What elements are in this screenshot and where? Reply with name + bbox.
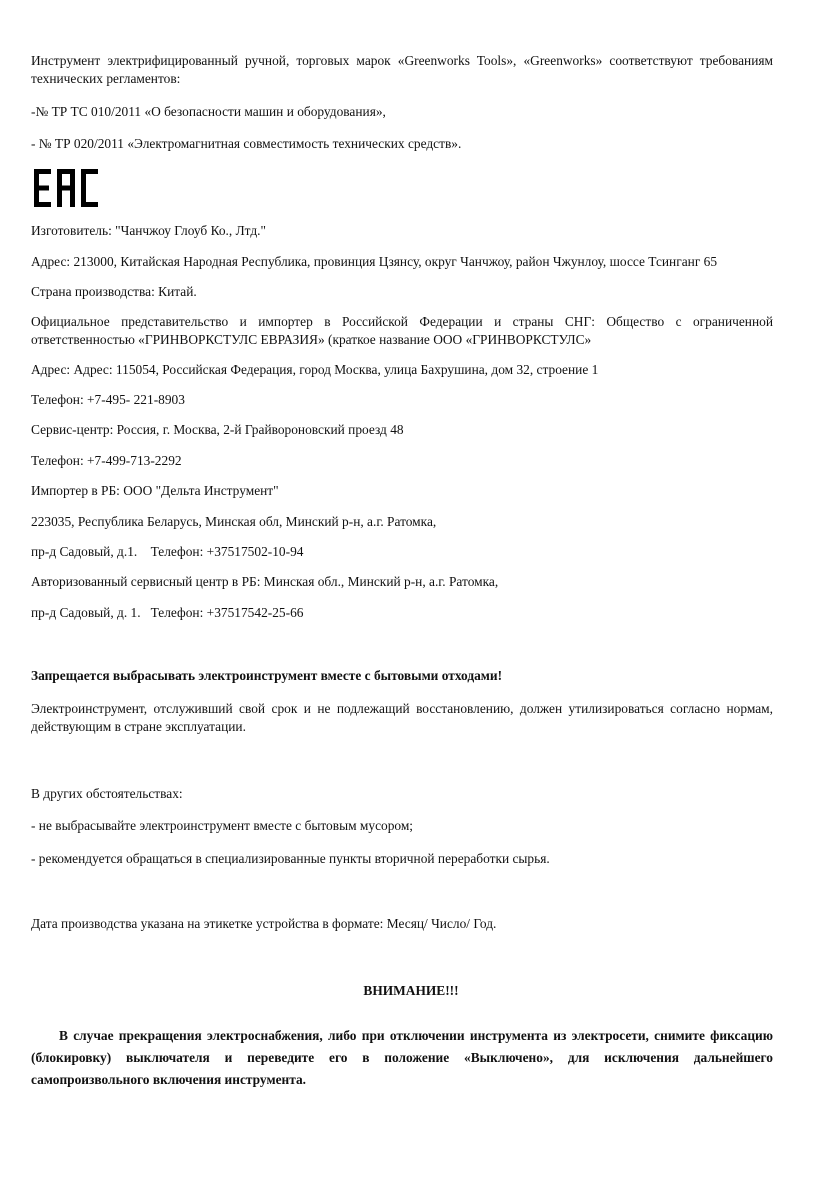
regulation-1: -№ ТР ТС 010/2011 «О безопасности машин и оборудования», xyxy=(31,104,386,119)
regulation-2: - № ТР 020/2011 «Электромагнитная совместимость технических средств». xyxy=(31,136,462,151)
manufacturer-address: Адрес: 213000, Китайская Народная Республика, провинция Цзянсу, округ Чанчжоу, район Чжунлоу, шоссе Тсинганг 65 xyxy=(31,254,718,269)
service-center-rb-street-phone: пр-д Садовый, д. 1. Телефон: +37517542-25-66 xyxy=(31,605,304,620)
warning-title: ВНИМАНИЕ!!! xyxy=(363,983,459,998)
disposal-title: Запрещается выбрасывать электроинструмент вместе с бытовыми отходами! xyxy=(31,668,503,683)
warning-text: В случае прекращения электроснабжения, либо при отключении инструмента из электросети, снимите фиксацию (блокировку) выключателя и переведите его в положение «Выключено», для исключения дальнейшего самопроизвольного включения инструмента. xyxy=(31,1028,773,1088)
importer-street-phone: пр-д Садовый, д.1. Телефон: +37517502-10-94 xyxy=(31,544,304,559)
production-date-note: Дата производства указана на этикетке устройства в формате: Месяц/ Число/ Год. xyxy=(31,916,497,931)
eac-mark-icon xyxy=(33,168,99,208)
phone-1: Телефон: +7-495- 221-8903 xyxy=(31,392,185,407)
importer-address: 223035, Республика Беларусь, Минская обл, Минский р-н, а.г. Ратомка, xyxy=(31,514,437,529)
disposal-text: Электроинструмент, отслуживший свой срок и не подлежащий восстановлению, должен утилизироваться согласно нормам, действующим в стране эксплуатации. xyxy=(31,701,773,734)
service-center: Сервис-центр: Россия, г. Москва, 2-й Грайвороновский проезд 48 xyxy=(31,422,404,437)
manufacturer: Изготовитель: "Чанчжоу Глоуб Ко., Лтд." xyxy=(31,223,266,238)
importer-rb: Импортер в РБ: ООО "Дельта Инструмент" xyxy=(31,483,279,498)
service-center-rb: Авторизованный сервисный центр в РБ: Минская обл., Минский р-н, а.г. Ратомка, xyxy=(31,574,499,589)
disposal-item-2: - рекомендуется обращаться в специализированные пункты вторичной переработки сырья. xyxy=(31,851,550,866)
official-representative: Официальное представительство и импортер в Российской Федерации и страны СНГ: Общество с ограниченной ответственностью «ГРИНВОРКСТУЛС ЕВРАЗИЯ» (краткое название ООО «ГРИНВОРКСТУЛС» xyxy=(31,314,773,347)
other-circumstances: В других обстоятельствах: xyxy=(31,786,183,801)
production-country: Страна производства: Китай. xyxy=(31,284,197,299)
phone-2: Телефон: +7-499-713-2292 xyxy=(31,453,182,468)
representative-address: Адрес: Адрес: 115054, Российская Федерация, город Москва, улица Бахрушина, дом 32, строение 1 xyxy=(31,362,599,377)
disposal-item-1: - не выбрасывайте электроинструмент вместе с бытовым мусором; xyxy=(31,818,414,833)
intro-text: Инструмент электрифицированный ручной, торговых марок «Greenworks Tools», «Greenworks» соответствуют требованиям технических регламентов: xyxy=(31,53,773,86)
